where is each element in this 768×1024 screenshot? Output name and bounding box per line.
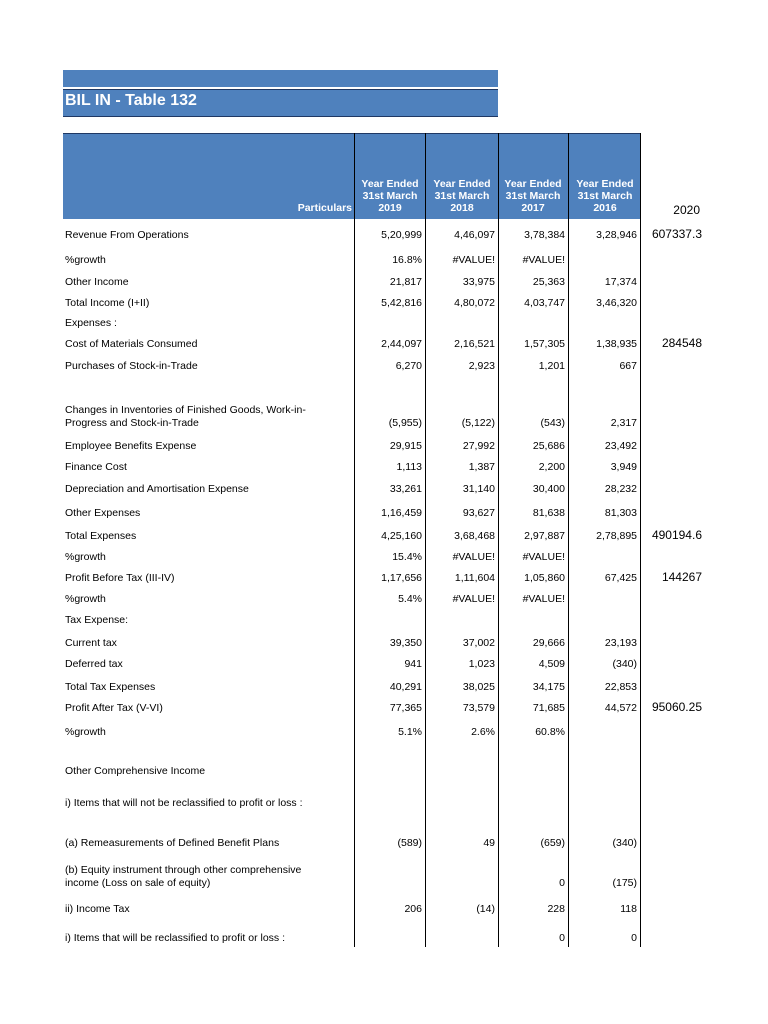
- row-value: 1,57,305: [524, 338, 565, 350]
- row-label-line2: income (Loss on sale of equity): [65, 877, 211, 889]
- row-value: 4,03,747: [524, 297, 565, 309]
- row-value: 5.4%: [398, 593, 422, 605]
- row-label: Expenses :: [65, 317, 117, 329]
- row-value: 21,817: [389, 276, 422, 288]
- row-value: 38,025: [462, 681, 495, 693]
- row-value: 77,365: [389, 702, 422, 714]
- row-value: 60.8%: [535, 726, 565, 738]
- row-label: i) Items that will not be reclassified to profit or loss :: [65, 797, 303, 809]
- row-value: 49: [483, 837, 495, 849]
- row-label: Tax Expense:: [65, 614, 129, 626]
- row-value: 2,97,887: [524, 530, 565, 542]
- row-value: 22,853: [604, 681, 637, 693]
- row-value: 0: [559, 877, 565, 889]
- column-divider: [425, 133, 426, 947]
- table-title: BIL IN - Table 132: [65, 92, 197, 109]
- row-value: (14): [476, 903, 495, 915]
- row-label: Profit Before Tax (III-IV): [65, 572, 175, 584]
- row-value-2020: 95060.25: [651, 700, 702, 714]
- row-value: #VALUE!: [522, 254, 565, 266]
- row-label: Other Expenses: [65, 507, 141, 519]
- row-value: 4,509: [538, 658, 565, 670]
- row-value: 1,16,459: [381, 507, 422, 519]
- row-label-line2: Progress and Stock-in-Trade: [65, 417, 199, 429]
- row-value: 3,28,946: [596, 229, 637, 241]
- row-value: 23,193: [604, 637, 637, 649]
- row-value: 0: [559, 932, 565, 944]
- column-header-2020: 2020: [673, 203, 700, 217]
- row-value: 15.4%: [392, 551, 422, 563]
- row-value: 1,38,935: [596, 338, 637, 350]
- row-value: 2,200: [538, 461, 565, 473]
- row-value: 228: [547, 903, 565, 915]
- row-label: Cost of Materials Consumed: [65, 338, 198, 350]
- title-band-top: [63, 70, 498, 87]
- row-label: Changes in Inventories of Finished Goods, Work-in-: [65, 404, 306, 416]
- row-value: 17,374: [604, 276, 637, 288]
- row-value: 3,46,320: [596, 297, 637, 309]
- row-label: Revenue From Operations: [65, 229, 189, 241]
- row-value: 81,303: [604, 507, 637, 519]
- row-value: 2,317: [610, 417, 637, 429]
- row-value: 3,78,384: [524, 229, 565, 241]
- row-label: %growth: [65, 254, 106, 266]
- row-value: 2,44,097: [381, 338, 422, 350]
- row-value: 4,80,072: [454, 297, 495, 309]
- row-label: Finance Cost: [65, 461, 127, 473]
- row-value: 4,25,160: [381, 530, 422, 542]
- row-label: Total Tax Expenses: [65, 681, 156, 693]
- row-value: 5,20,999: [381, 229, 422, 241]
- row-value: (659): [540, 837, 565, 849]
- row-value: 33,261: [389, 483, 422, 495]
- row-value: 941: [404, 658, 422, 670]
- row-value: 0: [631, 932, 637, 944]
- row-value: 28,232: [604, 483, 637, 495]
- row-value-2020: 144267: [661, 570, 702, 584]
- row-value: 2,16,521: [454, 338, 495, 350]
- row-value: 33,975: [462, 276, 495, 288]
- row-value: 1,05,860: [524, 572, 565, 584]
- row-value: 2.6%: [471, 726, 495, 738]
- row-value: 1,387: [468, 461, 495, 473]
- row-value: #VALUE!: [452, 254, 495, 266]
- row-value-2020: 490194.6: [651, 528, 702, 542]
- row-value: (340): [612, 837, 637, 849]
- row-value: #VALUE!: [522, 593, 565, 605]
- row-value: (543): [540, 417, 565, 429]
- row-value: #VALUE!: [452, 551, 495, 563]
- row-value: 27,992: [462, 440, 495, 452]
- row-value: 34,175: [532, 681, 565, 693]
- row-value: 30,400: [532, 483, 565, 495]
- column-header-2019: Year Ended 31st March 2019: [361, 178, 419, 214]
- row-value: 16.8%: [392, 254, 422, 266]
- row-value: 31,140: [462, 483, 495, 495]
- row-label: ii) Income Tax: [65, 903, 130, 915]
- row-value: 39,350: [389, 637, 422, 649]
- row-value: 44,572: [604, 702, 637, 714]
- row-value: 29,666: [532, 637, 565, 649]
- row-label: i) Items that will be reclassified to profit or loss :: [65, 932, 285, 944]
- column-header-2017: Year Ended 31st March 2017: [504, 178, 562, 214]
- row-label: %growth: [65, 551, 106, 563]
- row-label: Profit After Tax (V-VI): [65, 702, 163, 714]
- column-header-2016: Year Ended 31st March 2016: [576, 178, 634, 214]
- row-value: 1,11,604: [454, 572, 495, 584]
- row-value: 71,685: [532, 702, 565, 714]
- column-header-2018: Year Ended 31st March 2018: [433, 178, 491, 214]
- row-value: 40,291: [389, 681, 422, 693]
- row-value-2020: 607337.3: [651, 227, 702, 241]
- row-label: Deferred tax: [65, 658, 123, 670]
- row-value: 6,270: [395, 360, 422, 372]
- row-value: (5,955): [388, 417, 422, 429]
- row-label: Current tax: [65, 637, 117, 649]
- row-value: 5,42,816: [381, 297, 422, 309]
- row-value: 25,363: [532, 276, 565, 288]
- row-value: 3,949: [610, 461, 637, 473]
- row-value: (5,122): [461, 417, 495, 429]
- row-value: 1,201: [538, 360, 565, 372]
- row-label: Other Comprehensive Income: [65, 765, 206, 777]
- row-label: (a) Remeasurements of Defined Benefit Plans: [65, 837, 280, 849]
- row-value: 5.1%: [398, 726, 422, 738]
- row-value: 29,915: [389, 440, 422, 452]
- row-label: Total Income (I+II): [65, 297, 150, 309]
- row-value: 93,627: [462, 507, 495, 519]
- row-value: (340): [612, 658, 637, 670]
- row-label: Depreciation and Amortisation Expense: [65, 483, 249, 495]
- row-value-2020: 284548: [661, 336, 702, 350]
- row-label: %growth: [65, 726, 106, 738]
- row-value: 667: [619, 360, 637, 372]
- row-value: #VALUE!: [452, 593, 495, 605]
- row-value: 2,923: [468, 360, 495, 372]
- particulars-header: Particulars: [297, 202, 352, 214]
- row-label: %growth: [65, 593, 106, 605]
- row-value: 3,68,468: [454, 530, 495, 542]
- row-value: 118: [620, 903, 637, 915]
- row-value: 37,002: [462, 637, 495, 649]
- row-value: 81,638: [532, 507, 565, 519]
- row-value: #VALUE!: [522, 551, 565, 563]
- row-value: 1,113: [396, 461, 422, 473]
- row-value: 67,425: [604, 572, 637, 584]
- row-label: Employee Benefits Expense: [65, 440, 197, 452]
- row-value: 23,492: [604, 440, 637, 452]
- row-value: 4,46,097: [454, 229, 495, 241]
- row-value: 2,78,895: [596, 530, 637, 542]
- row-value: 206: [404, 903, 422, 915]
- row-value: 25,686: [532, 440, 565, 452]
- row-label: Total Expenses: [65, 530, 137, 542]
- row-label: (b) Equity instrument through other comprehensive: [65, 864, 302, 876]
- column-divider: [640, 133, 641, 947]
- row-label: Purchases of Stock-in-Trade: [65, 360, 198, 372]
- title-band: [63, 89, 498, 117]
- row-value: 1,17,656: [381, 572, 422, 584]
- row-value: 1,023: [468, 658, 495, 670]
- row-value: (589): [397, 837, 422, 849]
- row-label: Other Income: [65, 276, 129, 288]
- row-value: (175): [612, 877, 637, 889]
- row-value: 73,579: [462, 702, 495, 714]
